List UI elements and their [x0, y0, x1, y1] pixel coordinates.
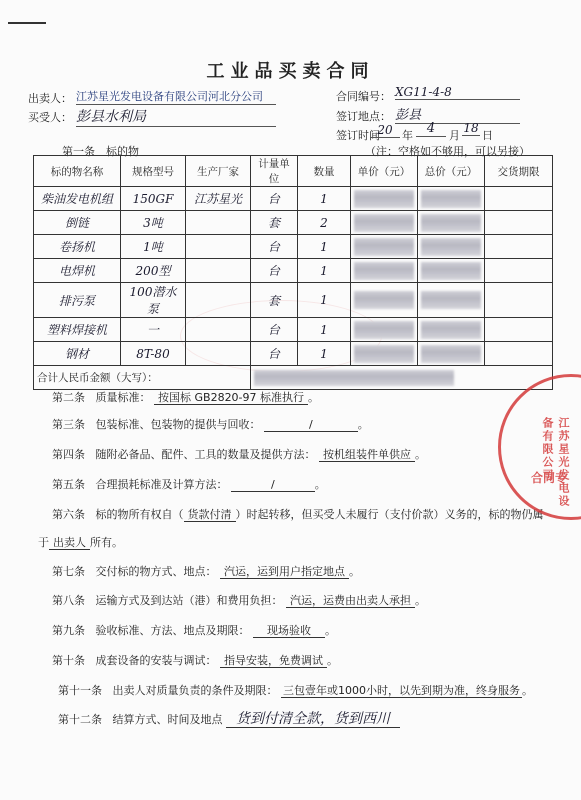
- clause-text: 于: [38, 536, 49, 549]
- cell: [186, 235, 251, 259]
- contract-no-value: XG11-4-8: [395, 85, 520, 100]
- buyer-label: 买受人：: [28, 111, 72, 124]
- clause-tail: 。: [314, 478, 326, 491]
- month-unit: 月: [449, 129, 460, 142]
- clause-tail: 。: [327, 654, 338, 667]
- seller-value: 江苏星光发电设备有限公司河北分公司: [76, 88, 276, 105]
- cell: 江苏星光: [186, 187, 251, 211]
- clause-text: 验收标准、方法、地点及期限：: [95, 624, 250, 637]
- redacted-cell: [418, 211, 485, 235]
- col-header: 标的物名称: [34, 156, 121, 187]
- contract-no-label: 合同编号：: [336, 90, 391, 103]
- col-header: 数量: [298, 156, 351, 187]
- col-header: 总价（元）: [418, 156, 485, 187]
- article1-note: （注：空格如不够用，可以另接）: [365, 145, 530, 158]
- clause-4: [52, 446, 426, 462]
- cell: 排污泵: [34, 283, 121, 318]
- cell: [186, 211, 251, 235]
- clause-value: /: [264, 418, 358, 432]
- clause-3: [52, 416, 369, 432]
- cell: [485, 187, 553, 211]
- date-day: 18: [463, 121, 479, 135]
- clause-6: [52, 506, 544, 522]
- redacted-cell: [418, 342, 485, 366]
- col-header: 规格型号: [121, 156, 186, 187]
- clause-text: 随附必备品、配件、工具的数量及提供方法：: [95, 448, 316, 461]
- cell: 电焊机: [34, 259, 121, 283]
- clause-label: 第六条: [52, 508, 85, 521]
- clause-value: 指导安装，免费调试: [220, 654, 327, 668]
- place-value: 彭县: [395, 104, 520, 124]
- clause-label: 第十一条: [58, 684, 102, 697]
- total-redacted: [251, 366, 553, 390]
- clause-value: 货到付清全款，货到西川: [226, 711, 400, 728]
- date-label: 签订时间: [336, 129, 380, 142]
- table-row: [34, 187, 553, 211]
- cell: [485, 235, 553, 259]
- buyer-value: 彭县水利局: [76, 106, 276, 127]
- clause-label: 第十条: [52, 654, 85, 667]
- cell: [186, 259, 251, 283]
- redacted-cell: [418, 259, 485, 283]
- clause-7: [52, 563, 360, 579]
- article1-label: 第一条 标的物: [62, 145, 139, 158]
- cell: 1: [298, 342, 351, 366]
- table-header-row: [34, 156, 553, 187]
- clause-tail: 。: [349, 565, 360, 578]
- cell: 钢材: [34, 342, 121, 366]
- col-header: 生产厂家: [186, 156, 251, 187]
- clause-12: [58, 708, 400, 728]
- table-total-row: [34, 366, 553, 390]
- clause-value: 汽运，运到用户指定地点: [220, 565, 349, 579]
- clause-label: 第四条: [52, 448, 85, 461]
- clause-8: [52, 592, 426, 608]
- cell: 套: [251, 211, 298, 235]
- clause-value: 出卖人: [49, 536, 90, 550]
- cell: 台: [251, 259, 298, 283]
- cell: 台: [251, 318, 298, 342]
- redacted-cell: [418, 283, 485, 318]
- date-month: 4: [416, 121, 446, 137]
- goods-table: [33, 155, 553, 390]
- clause-label: 第十二条: [58, 713, 102, 726]
- clause-value: 按国标 GB2820-97 标准执行: [154, 391, 308, 405]
- cell: 1: [298, 235, 351, 259]
- cell: 倒链: [34, 211, 121, 235]
- clause-value: /: [231, 478, 315, 492]
- cell: 套: [251, 283, 298, 318]
- clause-value: 货款付清: [184, 508, 236, 522]
- redacted-cell: [351, 259, 418, 283]
- contract-title: 工业品买卖合同: [206, 61, 375, 82]
- cell: 2: [298, 211, 351, 235]
- cell: 台: [251, 342, 298, 366]
- clause-tail: 所有。: [90, 536, 123, 549]
- clause-tail: ）时起转移，但买受人未履行（支付价款）义务的，标的物仍属: [235, 508, 544, 521]
- clause-9: [52, 622, 336, 638]
- clause-value: 按机组装件单供应: [319, 448, 415, 462]
- clause-label: 第三条: [52, 418, 85, 431]
- clause-label: 第八条: [52, 594, 85, 607]
- total-label: 合计人民币金额（大写）：: [34, 366, 251, 390]
- cell: 1: [298, 259, 351, 283]
- col-header: 计量单位: [251, 156, 298, 187]
- corner-line: [8, 22, 46, 24]
- cell: [485, 283, 553, 318]
- company-stamp: [498, 374, 581, 520]
- cell: 台: [251, 187, 298, 211]
- date-year: 20: [370, 123, 400, 138]
- clause-label: 第二条: [52, 391, 85, 404]
- cell: [186, 283, 251, 318]
- cell: [485, 342, 553, 366]
- stamp-foot: 合同专: [531, 471, 568, 485]
- clause-6-cont: [38, 534, 123, 550]
- table-row: [34, 283, 553, 318]
- cell: 台: [251, 235, 298, 259]
- seller-label: 出卖人：: [28, 92, 72, 105]
- cell: 8T-80: [121, 342, 186, 366]
- cell: 1: [298, 283, 351, 318]
- redacted-cell: [351, 318, 418, 342]
- clause-10: [52, 652, 338, 668]
- redacted-cell: [351, 342, 418, 366]
- clause-tail: 。: [325, 624, 336, 637]
- cell: 150GF: [121, 187, 186, 211]
- cell: 1: [298, 187, 351, 211]
- clause-tail: 。: [415, 594, 426, 607]
- redacted-cell: [418, 235, 485, 259]
- cell: 1吨: [121, 235, 186, 259]
- cell: 1: [298, 318, 351, 342]
- clause-label: 第五条: [52, 478, 85, 491]
- cell: [485, 318, 553, 342]
- table-row: [34, 342, 553, 366]
- cell: [485, 211, 553, 235]
- redacted-cell: [418, 318, 485, 342]
- clause-text: 交付标的物方式、地点：: [95, 565, 217, 578]
- day-unit: 日: [482, 129, 493, 142]
- clause-text: 合理损耗标准及计算方法：: [95, 478, 228, 491]
- clause-2: [52, 389, 319, 405]
- clause-value: 现场验收: [253, 624, 325, 638]
- cell: [186, 342, 251, 366]
- clause-text: 出卖人对质量负责的条件及期限：: [112, 684, 278, 697]
- redacted-cell: [418, 187, 485, 211]
- table-row: [34, 259, 553, 283]
- redacted-cell: [351, 235, 418, 259]
- cell: 200型: [121, 259, 186, 283]
- clause-text: 包装标准、包装物的提供与回收：: [95, 418, 261, 431]
- clause-tail: 。: [522, 684, 533, 697]
- table-row: [34, 211, 553, 235]
- year-unit: 年: [402, 129, 413, 142]
- clause-tail: 。: [415, 448, 426, 461]
- col-header: 单价（元）: [351, 156, 418, 187]
- redacted-cell: [351, 187, 418, 211]
- redacted-cell: [351, 283, 418, 318]
- place-label: 签订地点：: [336, 110, 391, 123]
- clause-label: 第七条: [52, 565, 85, 578]
- clause-text: 标的物所有权自（: [95, 508, 184, 521]
- cell: 100潜水泵: [121, 283, 186, 318]
- redacted-cell: [351, 211, 418, 235]
- clause-11: [58, 682, 533, 698]
- clause-value: 汽运，运费由出卖人承担: [286, 594, 415, 608]
- clause-label: 第九条: [52, 624, 85, 637]
- clause-tail: 。: [308, 391, 320, 404]
- clause-5: [52, 476, 326, 492]
- cell: [186, 318, 251, 342]
- cell: 柴油发电机组: [34, 187, 121, 211]
- clause-text: 质量标准：: [95, 391, 151, 404]
- cell: 卷扬机: [34, 235, 121, 259]
- table-row: [34, 235, 553, 259]
- cell: 一: [121, 318, 186, 342]
- table-row: [34, 318, 553, 342]
- clause-text: 成套设备的安装与调试：: [95, 654, 217, 667]
- clause-text: 结算方式、时间及地点: [112, 713, 223, 726]
- cell: [485, 259, 553, 283]
- clause-tail: 。: [357, 418, 369, 431]
- cell: 3吨: [121, 211, 186, 235]
- stamp-text: 江苏星光发电设备有限公司: [541, 417, 570, 508]
- clause-text: 运输方式及到达站（港）和费用负担：: [95, 594, 283, 607]
- cell: 塑料焊接机: [34, 318, 121, 342]
- clause-value: 三包壹年或1000小时，以先到期为准，终身服务: [283, 684, 520, 697]
- col-header: 交货期限: [485, 156, 553, 187]
